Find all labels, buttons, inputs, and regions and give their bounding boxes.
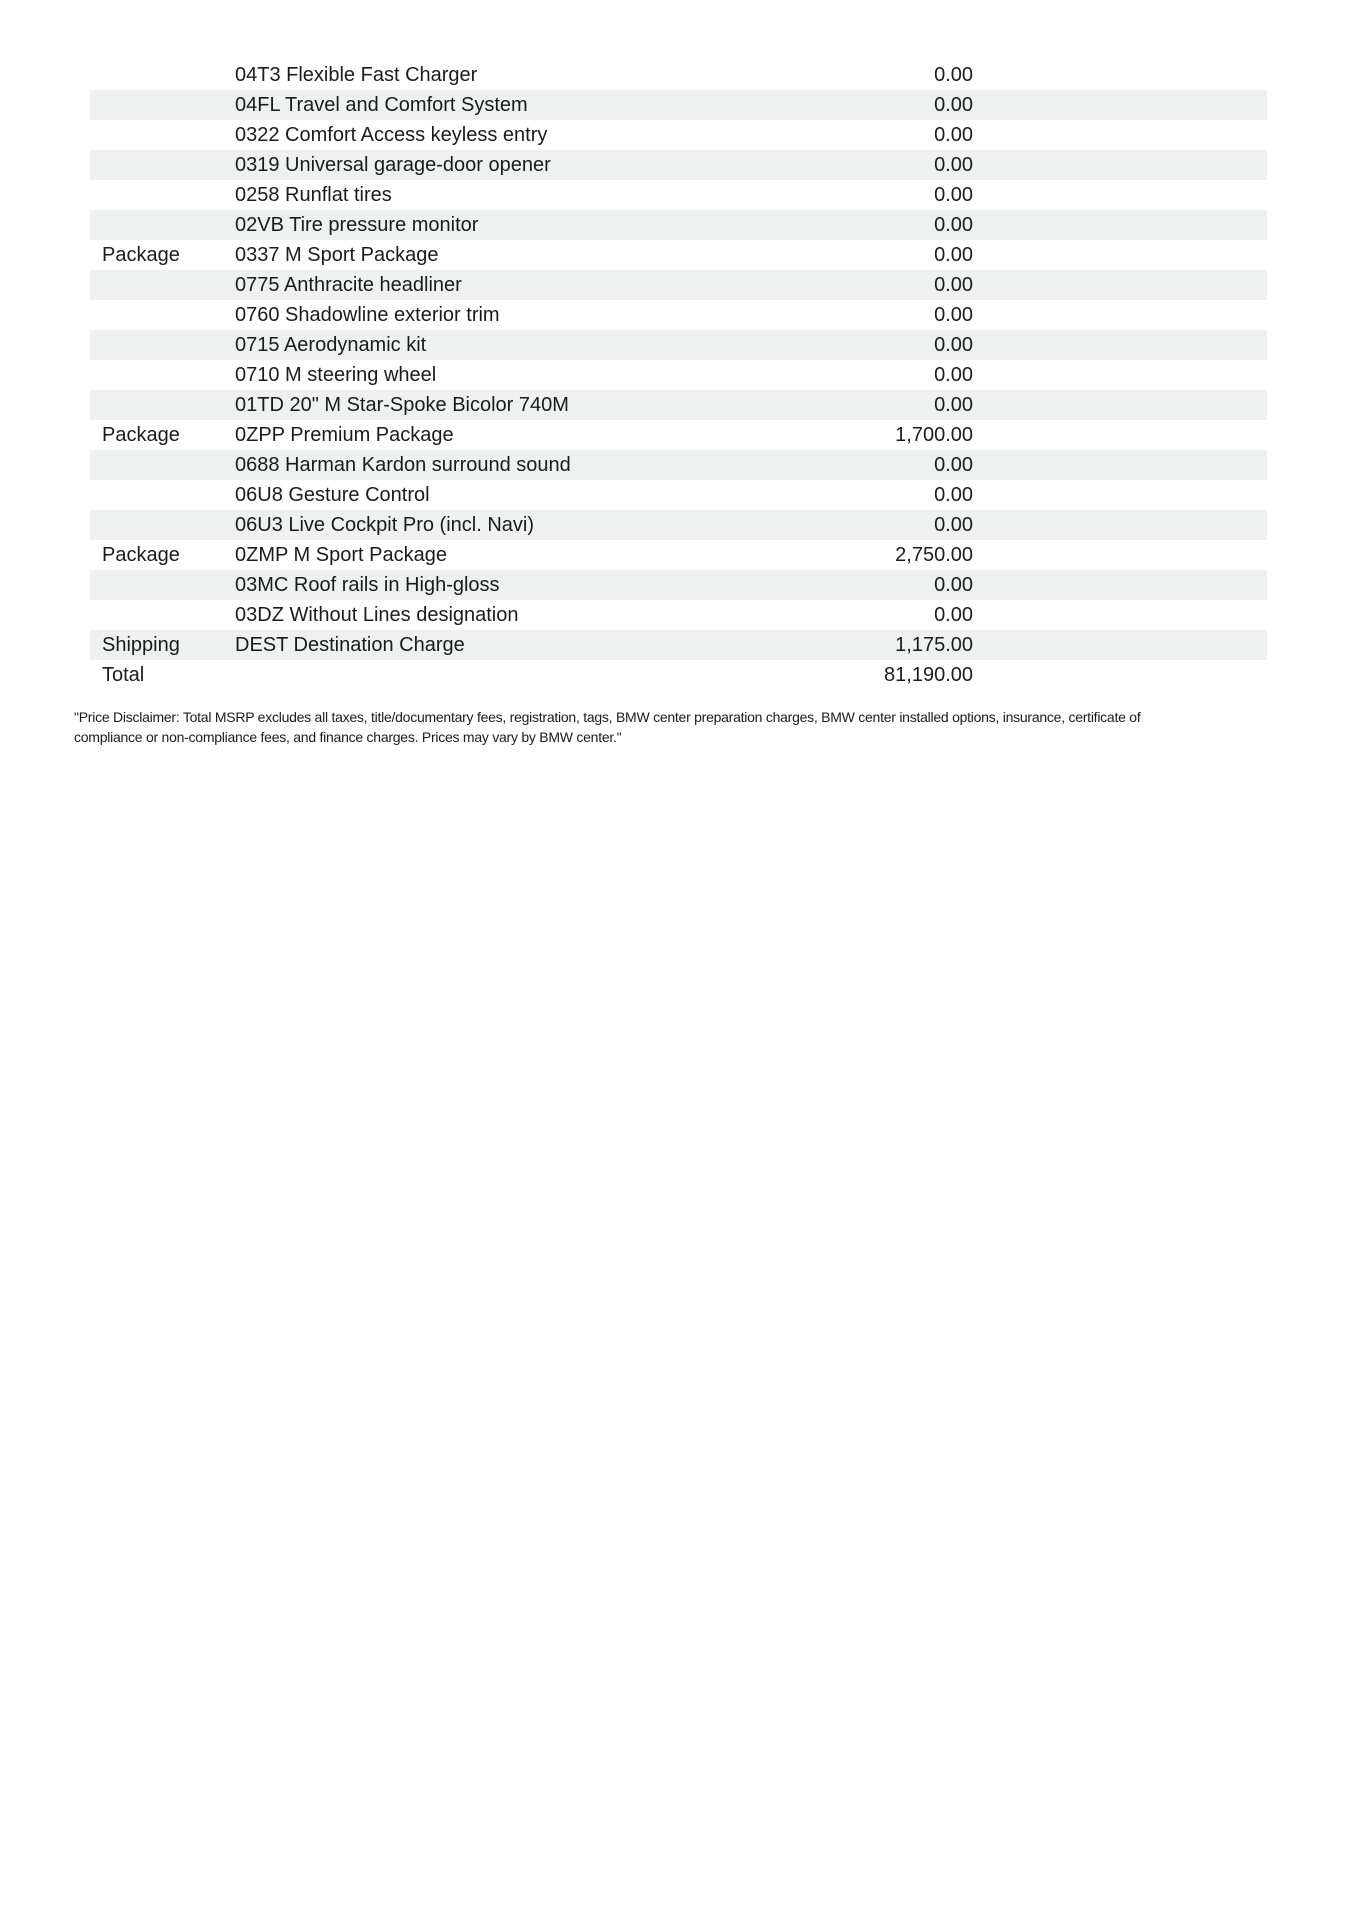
- row-item: 0322 Comfort Access keyless entry: [235, 124, 548, 146]
- table-row: [90, 150, 1267, 180]
- row-price: 0.00: [934, 514, 973, 536]
- row-spacer: [973, 330, 1267, 360]
- row-category: [90, 480, 235, 510]
- row-category: Total: [102, 664, 145, 686]
- row-price: 0.00: [934, 394, 973, 416]
- row-category: [90, 510, 235, 540]
- row-category: [90, 210, 235, 240]
- row-spacer: [973, 420, 1267, 450]
- row-item: 0710 M steering wheel: [235, 364, 437, 386]
- row-item: 0760 Shadowline exterior trim: [235, 304, 500, 326]
- row-category: [90, 120, 235, 150]
- row-spacer: [973, 600, 1267, 630]
- row-category: [90, 180, 235, 210]
- row-category: Package: [102, 244, 180, 266]
- row-price: 0.00: [934, 334, 973, 356]
- table-row: [90, 480, 1267, 510]
- row-price: 0.00: [934, 124, 973, 146]
- table-row: [90, 180, 1267, 210]
- row-spacer: [973, 510, 1267, 540]
- row-spacer: [973, 480, 1267, 510]
- row-item: 06U3 Live Cockpit Pro (incl. Navi): [235, 514, 534, 536]
- row-item: 0ZMP M Sport Package: [235, 544, 447, 566]
- row-spacer: [973, 630, 1267, 660]
- row-price: 81,190.00: [884, 664, 973, 686]
- table-row: [90, 90, 1267, 120]
- row-price: 0.00: [934, 454, 973, 476]
- row-price: 0.00: [934, 574, 973, 596]
- row-category: [90, 270, 235, 300]
- row-price: 1,175.00: [895, 634, 973, 656]
- table-row: [90, 450, 1267, 480]
- table-row: [90, 360, 1267, 390]
- row-category: [90, 360, 235, 390]
- row-price: 0.00: [934, 94, 973, 116]
- row-price: 0.00: [934, 64, 973, 86]
- row-item: 04T3 Flexible Fast Charger: [235, 64, 478, 86]
- row-item: [235, 660, 683, 690]
- table-row: [90, 120, 1267, 150]
- row-category: [90, 60, 235, 90]
- table-row: [90, 300, 1267, 330]
- row-spacer: [973, 150, 1267, 180]
- row-spacer: [973, 450, 1267, 480]
- row-category: [90, 390, 235, 420]
- disclaimer-line-2: compliance or non-compliance fees, and finance charges. Prices may vary by BMW center.": [74, 728, 622, 745]
- table-row: [90, 60, 1267, 90]
- row-price: 0.00: [934, 244, 973, 266]
- row-price: 2,750.00: [895, 544, 973, 566]
- row-category: [90, 90, 235, 120]
- row-category: [90, 330, 235, 360]
- row-item: 0688 Harman Kardon surround sound: [235, 454, 571, 476]
- row-spacer: [973, 300, 1267, 330]
- row-item: DEST Destination Charge: [235, 634, 465, 656]
- row-spacer: [973, 270, 1267, 300]
- row-item: 0715 Aerodynamic kit: [235, 334, 427, 356]
- row-spacer: [973, 390, 1267, 420]
- row-price: 0.00: [934, 154, 973, 176]
- options-table: [90, 60, 1267, 690]
- table-row: [90, 330, 1267, 360]
- row-price: 0.00: [934, 484, 973, 506]
- row-item: 04FL Travel and Comfort System: [235, 94, 528, 116]
- row-item: 0775 Anthracite headliner: [235, 274, 462, 296]
- row-price: 0.00: [934, 604, 973, 626]
- row-category: Package: [102, 544, 180, 566]
- table-row: [90, 390, 1267, 420]
- row-price: 0.00: [934, 214, 973, 236]
- row-item: 06U8 Gesture Control: [235, 484, 430, 506]
- price-disclaimer: [74, 708, 1284, 747]
- row-category: [90, 570, 235, 600]
- row-item: 02VB Tire pressure monitor: [235, 214, 479, 236]
- row-category: Package: [102, 424, 180, 446]
- row-category: [90, 300, 235, 330]
- row-spacer: [973, 210, 1267, 240]
- table-row: [90, 510, 1267, 540]
- row-item: 03MC Roof rails in High-gloss: [235, 574, 500, 596]
- row-item: 0ZPP Premium Package: [235, 424, 454, 446]
- table-row: [90, 240, 1267, 270]
- row-category: [90, 150, 235, 180]
- table-row: [90, 540, 1267, 570]
- row-spacer: [973, 180, 1267, 210]
- table-row: [90, 630, 1267, 660]
- table-row: [90, 270, 1267, 300]
- row-item: 01TD 20" M Star-Spoke Bicolor 740M: [235, 394, 569, 416]
- table-row: [90, 600, 1267, 630]
- row-category: [90, 450, 235, 480]
- row-price: 1,700.00: [895, 424, 973, 446]
- row-item: 03DZ Without Lines designation: [235, 604, 519, 626]
- row-item: 0337 M Sport Package: [235, 244, 439, 266]
- row-item: 0319 Universal garage-door opener: [235, 154, 551, 176]
- table-row: [90, 210, 1267, 240]
- row-spacer: [973, 540, 1267, 570]
- row-price: 0.00: [934, 274, 973, 296]
- row-category: Shipping: [102, 634, 180, 656]
- row-spacer: [973, 660, 1267, 690]
- row-price: 0.00: [934, 304, 973, 326]
- row-spacer: [973, 120, 1267, 150]
- disclaimer-line-1: "Price Disclaimer: Total MSRP excludes all taxes, title/documentary fees, registration, tags, BMW center preparation charges, BMW center installed options, insurance, certificate of: [74, 709, 1141, 725]
- table-row: [90, 420, 1267, 450]
- row-spacer: [973, 240, 1267, 270]
- row-spacer: [973, 60, 1267, 90]
- row-spacer: [973, 360, 1267, 390]
- row-item: 0258 Runflat tires: [235, 184, 392, 206]
- table-row: [90, 660, 1267, 690]
- table-row: [90, 570, 1267, 600]
- row-spacer: [973, 90, 1267, 120]
- row-price: 0.00: [934, 364, 973, 386]
- row-price: 0.00: [934, 184, 973, 206]
- row-category: [90, 600, 235, 630]
- row-spacer: [973, 570, 1267, 600]
